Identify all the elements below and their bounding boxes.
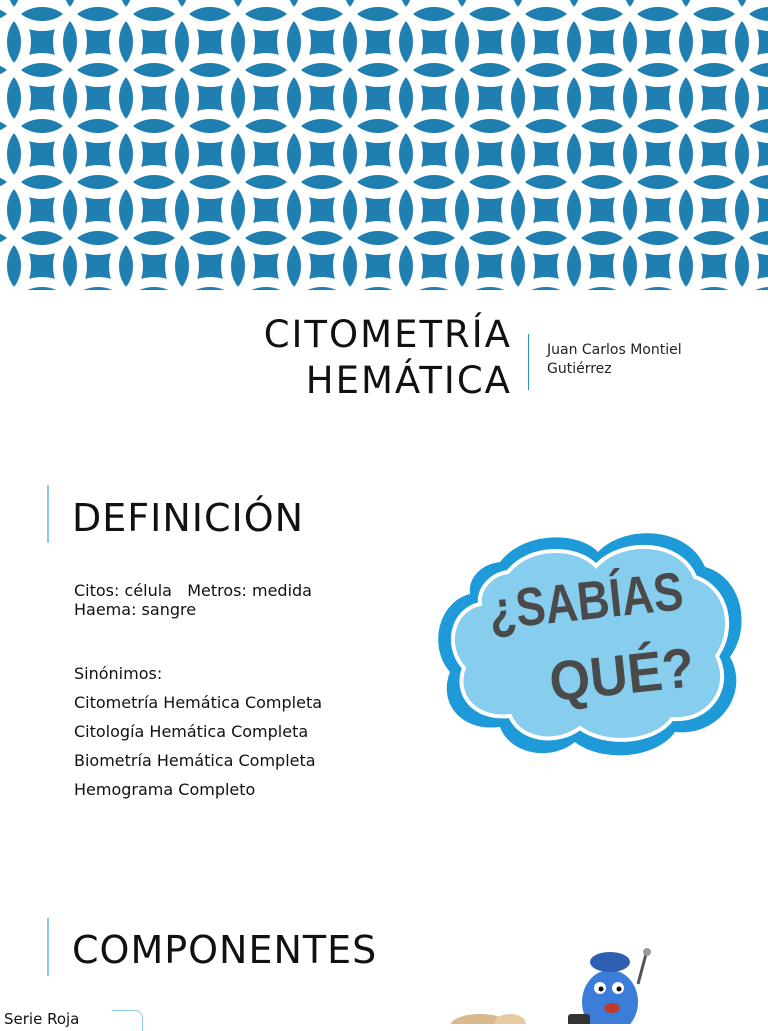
sabias-line-1: ¿SABÍAS bbox=[485, 556, 728, 642]
title-divider bbox=[528, 334, 529, 390]
title-line-2: HEMÁTICA bbox=[305, 359, 512, 402]
decorative-banner bbox=[0, 0, 768, 290]
sabias-que-bubble bbox=[430, 522, 750, 767]
circle-pattern-graphic bbox=[0, 0, 768, 290]
synonyms-list bbox=[74, 659, 322, 804]
componentes-heading: COMPONENTES bbox=[72, 928, 378, 972]
sabias-line-2: QUÉ? bbox=[546, 634, 708, 714]
synonym-item: Citometría Hemática Completa bbox=[74, 693, 323, 712]
synonyms-title: Sinónimos: bbox=[74, 664, 163, 683]
presentation-title bbox=[180, 312, 512, 404]
first-component-item: Serie Roja bbox=[4, 1010, 80, 1028]
synonym-item: Citología Hemática Completa bbox=[74, 722, 309, 741]
synonym-item: Hemograma Completo bbox=[74, 780, 256, 799]
author-name bbox=[547, 341, 757, 379]
definicion-heading: DEFINICIÓN bbox=[72, 496, 305, 540]
blood-cell-mascot-illustration bbox=[440, 940, 670, 1024]
bracket-decoration bbox=[112, 1010, 143, 1031]
author-line-2: Gutiérrez bbox=[547, 361, 612, 377]
author-line-1: Juan Carlos Montiel bbox=[547, 342, 682, 358]
definicion-accent-bar bbox=[47, 485, 49, 543]
title-line-1: CITOMETRÍA bbox=[263, 313, 512, 356]
etymology-line-1: Citos: célula Metros: medida bbox=[74, 581, 312, 600]
etymology-line-2: Haema: sangre bbox=[74, 600, 197, 619]
synonym-item: Biometría Hemática Completa bbox=[74, 751, 316, 770]
componentes-accent-bar bbox=[47, 918, 49, 976]
